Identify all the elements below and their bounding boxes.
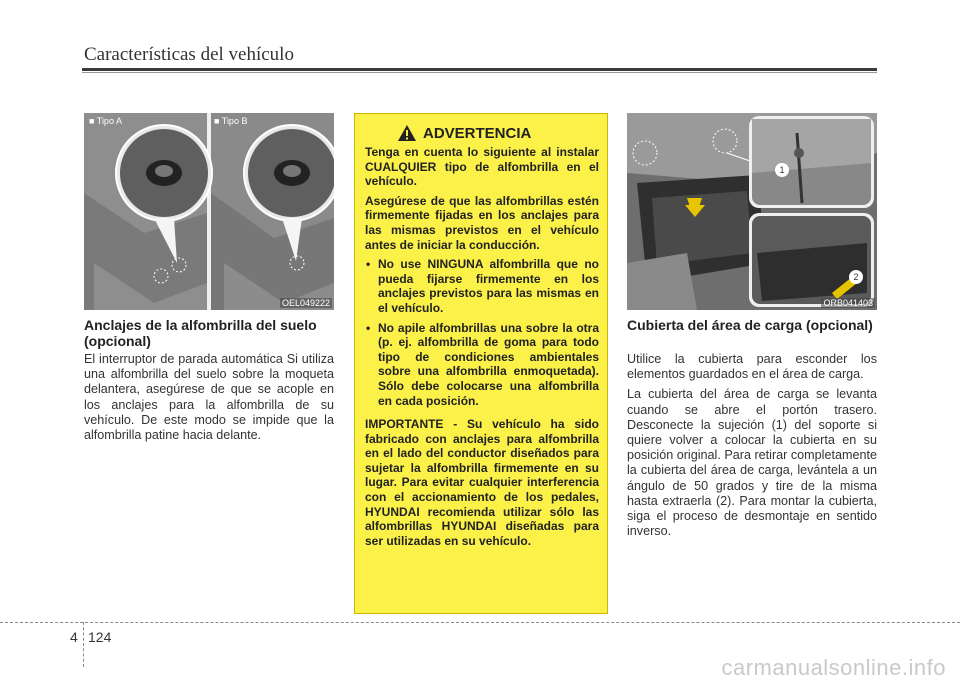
cargo-cover-section-title: Cubierta del área de carga (opcional): [627, 317, 873, 333]
warning-bullet-list: [365, 257, 599, 408]
warning-box: [354, 113, 608, 614]
type-b-label: ■ Tipo B: [214, 116, 248, 126]
warning-body: [365, 145, 599, 548]
footer-dashed-rule: [0, 622, 960, 623]
floor-mat-section-title: Anclajes de la alfombrilla del suelo (opcional): [84, 317, 317, 349]
header-rule: [82, 68, 877, 71]
callout-2: 2: [849, 270, 863, 284]
callout-1: 1: [775, 163, 789, 177]
page-header-title: Características del vehículo: [84, 44, 294, 65]
figure-code: OEL049222: [281, 298, 330, 308]
warning-header: [397, 124, 599, 142]
type-a-label: ■ Tipo A: [89, 116, 122, 126]
warning-bullet: • No apile alfombrillas una sobre la otra (p. ej. alfombrilla de goma para todo tipo de condiciones ambientales sobre una alfombrilla enmoquetada). Sólo debe colocarse una alfombrilla en cada posición.: [365, 321, 599, 409]
watermark: carmanualsonline.info: [721, 655, 946, 680]
cargo-cover-paragraph: Utilice la cubierta para esconder los elementos guardados en el área de carga.: [627, 352, 877, 382]
footer-dashed-divider: [83, 622, 84, 667]
warning-paragraph: Asegúrese de que las alfombrillas estén firmemente fijadas en los anclajes para las mismas previstos en el vehículo antes de iniciar la conducción.: [365, 193, 599, 252]
floor-mat-illustration: [84, 113, 334, 310]
warning-title: ADVERTENCIA: [423, 124, 532, 142]
floor-mat-section-body: [84, 352, 334, 448]
cargo-cover-paragraph: La cubierta del área de carga se levanta cuando se abre el portón trasero. Desconecte la sujeción (1) del soporte si quiere volver a colocar la cubierta en su posición original. Para retirar completamente la cubierta del área de carga, levántela a un ángulo de 50 grados y tire de la misma hasta extraerla (2). Para montar la cubierta, siga el proceso de desmontaje en sentido inverso.: [627, 387, 877, 539]
warning-important-paragraph: IMPORTANTE - Su vehículo ha sido fabricado con anclajes para alfombrilla en el lado del conductor diseñados para sujetar la alfombrilla firmemente en su lugar. Para evitar cualquier interferencia con el accionamiento de los pedales, HYUNDAI recomienda utilizar sólo las alfombrillas HYUNDAI diseñadas para ser utilizadas en su vehículo.: [365, 417, 599, 548]
warning-bullet: • No use NINGUNA alfombrilla que no pueda fijarse firmemente en los anclajes previstos para las mismas en el vehículo.: [365, 257, 599, 315]
cargo-cover-illustration: [627, 113, 877, 310]
warning-triangle-icon: [397, 124, 417, 142]
chapter-number: 4: [70, 629, 78, 645]
page-number: 124: [88, 629, 112, 645]
figure-code: ORB041403: [823, 298, 873, 308]
floor-mat-anchor-figure: [84, 113, 334, 310]
warning-paragraph: Tenga en cuenta lo siguiente al instalar CUALQUIER tipo de alfombrilla en el vehículo.: [365, 145, 599, 189]
floor-mat-paragraph: El interruptor de parada automática Si utiliza una alfombrilla del suelo sobre la moqueta delantera, asegúrese de que se acople en los anclajes para la alfombrilla de su vehículo. De este modo se impide que la alfombrilla patine hacia delante.: [84, 352, 334, 443]
header-rule-thin: [82, 72, 877, 73]
cargo-cover-figure: [627, 113, 877, 310]
cargo-cover-section-body: [627, 352, 877, 544]
